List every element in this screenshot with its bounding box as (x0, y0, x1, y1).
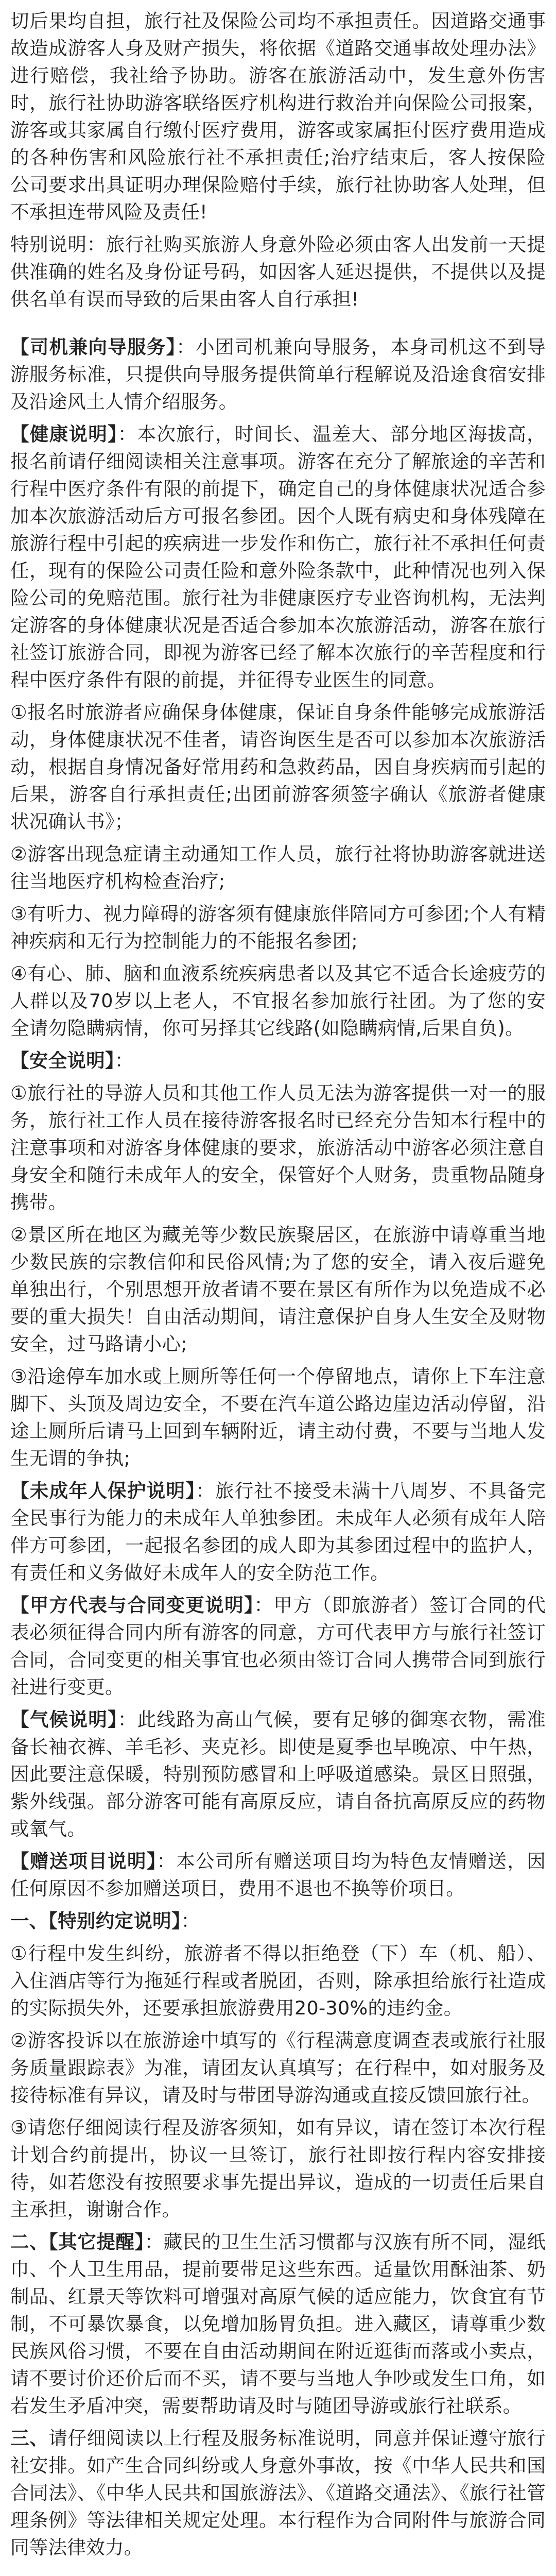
section-gap (10, 318, 546, 333)
paragraph-heading: 【赠送项目说明】 (10, 1850, 157, 1872)
paragraph-heading: 【安全说明】 (10, 1049, 115, 1072)
paragraph-text: ③沿途停车加水或上厕所等任何一个停留地点，请你上下车注意脚下、头顶及周边安全，不要在汽车道公路边崖边活动停留，沿途上厕所后请马上回到车辆附近，请主动付费，不要与当地人发生无谓的争执; (10, 1365, 546, 1469)
paragraph-p15 (10, 1706, 546, 1842)
paragraph-text: 请仔细阅读以上行程及服务标准说明，同意并保证遵守旅行社安排。如产生合同纠纷或人身意外事故，按《中华人民共和国合同法》、《中华人民共和国旅游法》、《道路交通法》、《旅行社管理条例》等法律相关规定处理。本行程作为合同附件与旅游合同同等法律效力。 (10, 2427, 546, 2558)
paragraph-heading: 【司机兼向导服务】 (10, 336, 177, 358)
paragraph-p9 (10, 1047, 546, 1074)
paragraph-p5 (10, 699, 546, 835)
paragraph-text: ：藏民的卫生生活习惯都与汉族有所不同，湿纸巾、个人卫生用品，提前要带足这些东西。适量饮用酥油茶、奶制品、红景天等饮料可增强对高原气候的适应能力，饮食宜有节制，不可暴饮暴食，以免增加肠胃负担。进入藏区，请尊重少数民族风俗习惯，不要在自由活动期间在附近逛街而落或小卖点，请不要讨价还价后而不买，请不要与当地人争吵或发生口角，如若发生矛盾冲突，需要帮助请及时与随团导游或旅行社联系。 (10, 2231, 546, 2417)
paragraph-text: ④有心、肺、脑和血液系统疾病患者以及其它不适合长途疲劳的人群以及70岁以上老人，不宜报名参加旅行社团。为了您的安全请勿隐瞒病情，你可另择其它线路(如隐瞒病情,后果自负)。 (10, 962, 546, 1039)
paragraph-text: ： (114, 1049, 134, 1072)
paragraph-text: ： (181, 1910, 200, 1932)
paragraph-p10 (10, 1079, 546, 1216)
paragraph-p1 (10, 7, 546, 226)
paragraph-text: ②景区所在地区为藏羌等少数民族聚居区，在旅游中请尊重当地少数民族的宗教信仰和民俗风情;为了您的安全，请入夜后避免单独出行，个别思想开放者请不要在景区有所作为以免造成不必要的重大损失！自由活动期间，请注意保护自身人生安全及财物安全，过马路请小心; (10, 1224, 546, 1355)
paragraph-p6 (10, 840, 546, 895)
paragraph-p4 (10, 420, 546, 693)
paragraph-p16 (10, 1848, 546, 1902)
paragraph-p21 (10, 2228, 546, 2419)
paragraph-heading: 【甲方代表与合同变更说明】 (10, 1594, 254, 1616)
paragraph-p11 (10, 1221, 546, 1358)
paragraph-p2 (10, 231, 546, 313)
paragraph-heading: 【未成年人保护说明】 (10, 1480, 196, 1502)
paragraph-p12 (10, 1363, 546, 1472)
paragraph-text: ：本次旅行，时间长、温差大、部分地区海拔高，报名前请仔细阅读相关注意事项。游客在充分了解旅途的辛苦和行程中医疗条件有限的前提下，确定自己的身体健康状况适合参加本次旅游活动后方可报名参团。因个人既有病史和身体残障在旅游行程中引起的疾病进一步发作和伤亡，旅行社不承担任何责任，现有的保险公司责任险和意外险条款中，此种情况也列入保险公司的免赔范围。旅行社为非健康医疗专业咨询机构，无法判定游客的身体健康状况是否适合参加本次旅游活动，游客在旅行社签订旅游合同，即视为游客已经了解本次旅行的辛苦程度和行程中医疗条件有限的前提，并征得专业医生的同意。 (10, 423, 546, 691)
paragraph-heading: 一、【特别约定说明】 (10, 1910, 181, 1932)
paragraph-p13 (10, 1477, 546, 1586)
paragraph-p19 (10, 2027, 546, 2109)
paragraph-text: ：甲方（即旅游者）签订合同的代表必须征得合同内所有游客的同意，方可代表甲方与旅行社签订合同，合同变更的相关事宜也必须由签订合同人携带合同到旅行社进行变更。 (10, 1594, 546, 1698)
paragraph-p8 (10, 960, 546, 1042)
paragraph-p7 (10, 900, 546, 955)
paragraph-p17 (10, 1907, 546, 1935)
paragraph-text: ②游客投诉以在旅游途中填写的《行程满意度调查表或旅行社服务质量跟踪表》为准，请团友认真填写；在行程中，如对服务及接待标准有异议，请及时与带团导游沟通或直接反馈回旅行社。 (10, 2029, 546, 2106)
paragraph-text: ①旅行社的导游人员和其他工作人员无法为游客提供一对一的服务，旅行社工作人员在接待游客报名时已经充分告知本行程中的注意事项和对游客身体健康的要求，旅游活动中游客必须注意自身安全和随行未成年人的安全，保管好个人财务，贵重物品随身携带。 (10, 1082, 546, 1213)
paragraph-text: ②游客出现急症请主动通知工作人员，旅行社将协助游客就进送往当地医疗机构检查治疗; (10, 843, 546, 892)
paragraph-heading: 二、【其它提醒】 (10, 2231, 145, 2253)
paragraph-p18 (10, 1940, 546, 2022)
paragraph-text: ：旅行社不接受未满十八周岁、不具备完全民事行为能力的未成年人单独参团。未成年人必须有成年人陪伴方可参团，一起报名参团的成人即为其参团过程中的监护人，有责任和义务做好未成年人的安全防范工作。 (10, 1480, 546, 1584)
paragraph-text: ：小团司机兼向导服务，本身司机这不到导游服务标准，只提供向导服务提供简单行程解说及沿途食宿安排及沿途风土人情介绍服务。 (10, 336, 546, 413)
paragraph-p22 (10, 2425, 546, 2561)
paragraph-text: ③有听力、视力障碍的游客须有健康旅伴陪同方可参团;个人有精神疾病和无行为控制能力的不能报名参团; (10, 903, 546, 952)
paragraph-heading: 【气候说明】 (10, 1708, 118, 1731)
paragraph-text: ③请您仔细阅读行程及游客须知，如有异议，请在签订本次行程计划合约前提出，协议一旦签订，旅行社即按行程内容安排接待，如若您没有按照要求事先提出异议，造成的一切责任后果自主承担，谢谢合作。 (10, 2116, 546, 2221)
paragraph-text: 特别说明：旅行社购买旅游人身意外险必须由客人出发前一天提供准确的姓名及身份证号码，如因客人延迟提供，不提供以及提供名单有误而导致的后果由客人自行承担! (10, 233, 546, 310)
paragraph-p3 (10, 333, 546, 415)
paragraph-text: ：本公司所有赠送项目均为特色友情赠送，因任何原因不参加赠送项目，费用不退也不换等价项目。 (10, 1850, 546, 1900)
paragraph-heading: 【健康说明】 (10, 423, 118, 445)
paragraph-heading: 三、 (10, 2427, 49, 2449)
paragraph-text: ：此线路为高山气候，要有足够的御寒衣物，需准备长袖衣裤、羊毛衫、夹克衫。即使是夏季也早晚凉、中午热，因此要注意保暖，特别预防感冒和上呼吸道感染。景区日照强，紫外线强。部分游客可能有高原反应，请自备抗高原反应的药物或氧气。 (10, 1708, 546, 1840)
paragraph-p14 (10, 1591, 546, 1701)
paragraph-text: ①报名时旅游者应确保身体健康，保证自身条件能够完成旅游活动，身体健康状况不佳者，请咨询医生是否可以参加本次旅游活动，根据自身情况备好常用药和急救药品，因自身疾病而引起的后果，游客自行承担责任;出团前游客须签字确认《旅游者健康状况确认书》； (10, 701, 546, 833)
paragraph-p20 (10, 2114, 546, 2223)
paragraph-text: ①行程中发生纠纷，旅游者不得以拒绝登（下）车（机、船）、入住酒店等行为拖延行程或者脱团，否则，除承担给旅行社造成的实际损失外，还要承担旅游费用20-30%的违约金。 (10, 1942, 546, 2019)
paragraph-text: 切后果均自担，旅行社及保险公司均不承担责任。因道路交通事故造成游客人身及财产损失，将依据《道路交通事故处理办法》进行赔偿，我社给予协助。游客在旅游活动中，发生意外伤害时，旅行社协助游客联络医疗机构进行救治并向保险公司报案，游客或其家属自行缴付医疗费用，游客或家属拒付医疗费用造成的各种伤害和风险旅行社不承担责任;治疗结束后，客人按保险公司要求出具证明办理保险赔付手续，旅行社协助客人处理，但不承担连带风险及责任! (10, 10, 546, 223)
